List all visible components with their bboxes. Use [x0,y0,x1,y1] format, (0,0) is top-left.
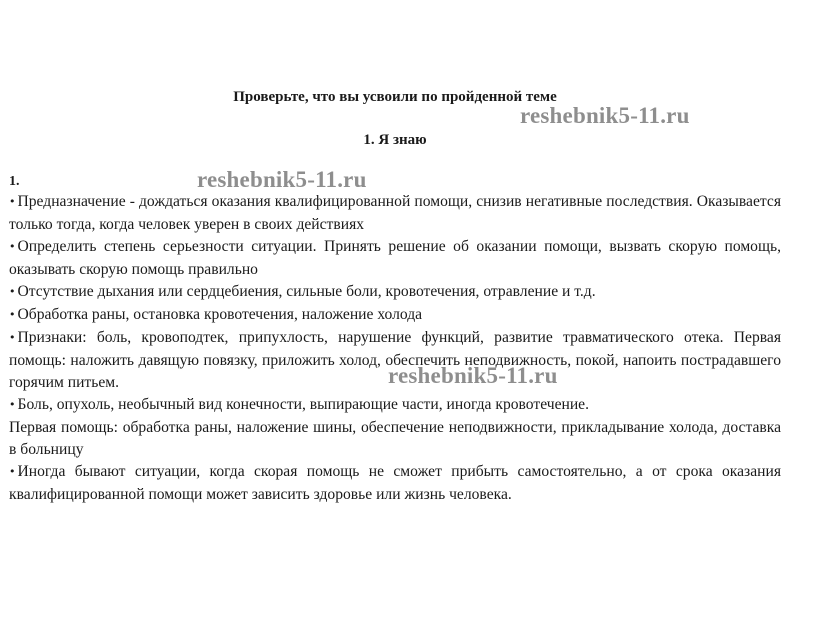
answer-paragraph-7 [9,417,781,461]
answer-text: Первая помощь: обработка раны, наложение шины, обеспечение неподвижности, прикладывание холода, доставка в больницу [9,419,781,458]
answer-paragraph-2 [9,236,781,281]
answer-text: Отсутствие дыхания или сердцебиения, сильные боли, кровотечения, отравление и т.д. [17,283,596,300]
bullet-icon: • [9,331,16,344]
watermark-text: reshebnik5-11.ru [197,167,367,192]
answer-paragraph-8 [9,461,781,506]
question-number: 1. [9,174,20,189]
bullet-icon: • [9,308,16,321]
bullet-icon: • [9,240,16,253]
answer-list [9,191,781,506]
answer-text: Обработка раны, остановка кровотечения, наложение холода [17,306,423,323]
answer-text: Боль, опухоль, необычный вид конечности, выпирающие части, иногда кровотечение. [17,396,590,413]
bullet-icon: • [9,465,16,478]
answer-text: Признаки: боль, кровоподтек, припухлость, нарушение функций, развитие травматического отека. Первая помощь: наложить давящую повязку, приложить холод, обеспечить неподвижность, покой, напоить пострадавшего горячим питьем. [9,329,781,391]
page-title: Проверьте, что вы усвоили по пройденной теме [233,89,557,105]
answer-paragraph-3 [9,281,781,304]
answer-paragraph-4 [9,304,781,327]
answer-paragraph-6 [9,394,781,417]
watermark-text: reshebnik5-11.ru [388,363,558,388]
bullet-icon: • [9,398,16,411]
section-heading: 1. Я знаю [363,132,427,148]
bullet-icon: • [9,195,16,208]
watermark-text: reshebnik5-11.ru [520,103,690,128]
answer-text: Предназначение - дождаться оказания квалифицированной помощи, снизив негативные последствия. Оказывается только тогда, когда человек уверен в своих действиях [9,193,781,233]
answer-text: Определить степень серьезности ситуации. Принять решение об оказании помощи, вызвать скорую помощь, оказывать скорую помощь правильно [9,238,781,278]
answer-text: Иногда бывают ситуации, когда скорая помощь не сможет прибыть самостоятельно, а от срока оказания квалифицированной помощи может зависить здоровье или жизнь человека. [9,463,781,503]
answer-paragraph-1 [9,191,781,236]
bullet-icon: • [9,285,16,298]
